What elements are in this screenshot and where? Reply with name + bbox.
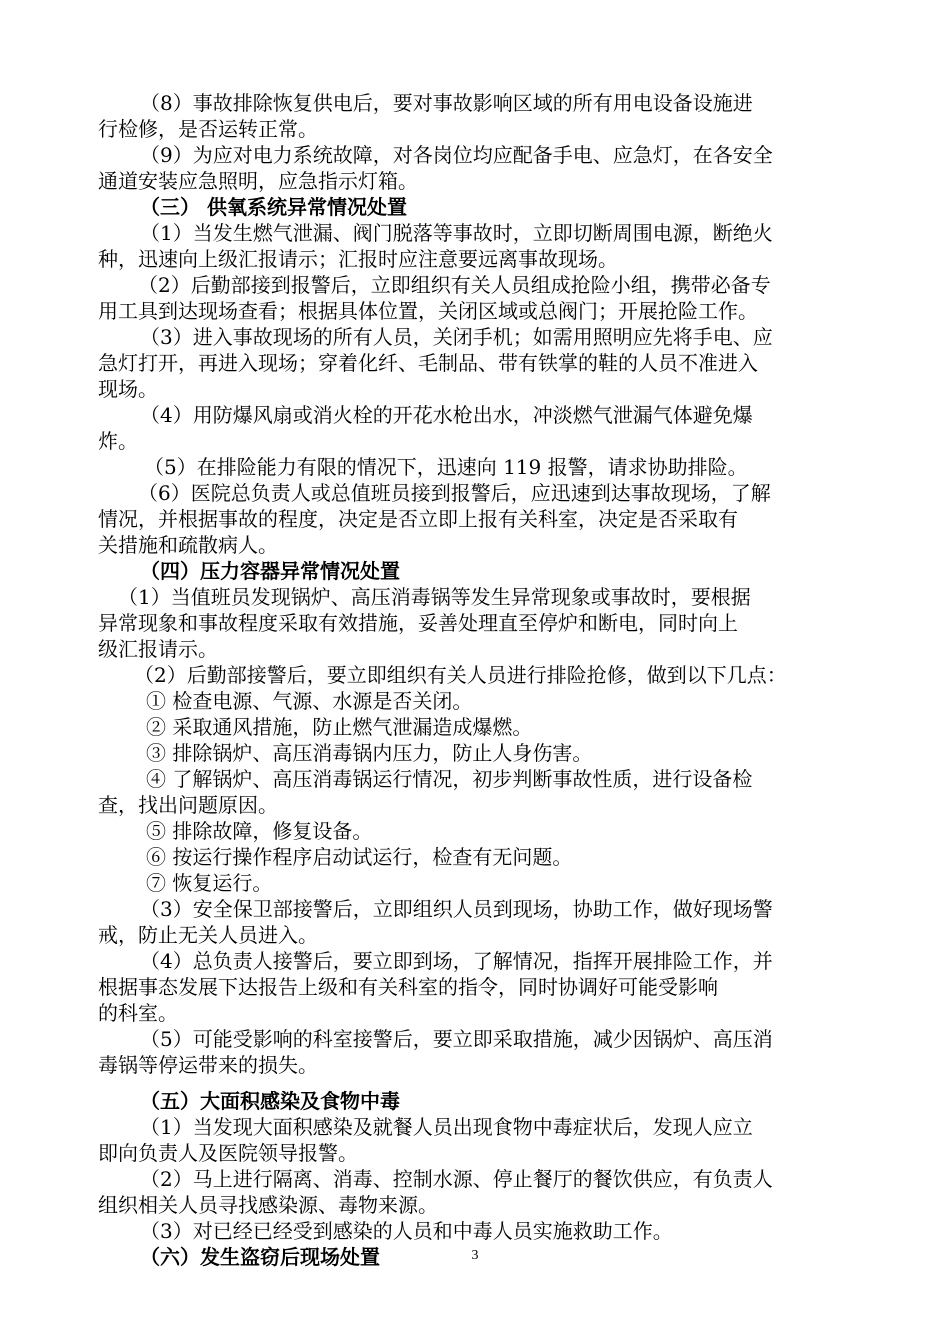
text-line: （2）马上进行隔离、消毒、控制水源、停止餐厅的餐饮供应，有负责人 xyxy=(140,1167,773,1191)
text-line: （4）总负责人接警后，要立即到场，了解情况，指挥开展排险工作，并 xyxy=(140,949,773,973)
text-line: 急灯打开，再进入现场；穿着化纤、毛制品、带有铁掌的鞋的人员不准进入 xyxy=(98,351,758,375)
document-body xyxy=(98,90,854,1270)
section-heading: （四）压力容器异常情况处置 xyxy=(140,559,400,583)
text-line: （5）可能受影响的科室接警后，要立即采取措施，减少因锅炉、高压消 xyxy=(140,1027,773,1051)
text-line: 关措施和疏散病人。 xyxy=(98,533,278,557)
text-line: 行检修，是否运转正常。 xyxy=(98,117,318,141)
list-item: ③ 排除锅炉、高压消毒锅内压力，防止人身伤害。 xyxy=(146,741,593,765)
section-heading: （六）发生盗窃后现场处置 xyxy=(140,1245,380,1269)
text-line: 异常现象和事故程度采取有效措施，妥善处理直至停炉和断电，同时向上 xyxy=(98,611,738,635)
text-line: 查，找出问题原因。 xyxy=(98,793,278,817)
text-line: 种，迅速向上级汇报请示；汇报时应注意要远离事故现场。 xyxy=(98,247,618,271)
list-item: ⑥ 按运行操作程序启动试运行，检查有无问题。 xyxy=(146,845,573,869)
text-line: （6）医院总负责人或总值班员接到报警后，应迅速到达事故现场，了解 xyxy=(138,481,771,505)
text-line: （8）事故排除恢复供电后，要对事故影响区域的所有用电设备设施进 xyxy=(140,91,753,115)
text-line: （3）对已经已经受到感染的人员和中毒人员实施救助工作。 xyxy=(140,1219,673,1243)
text-line: （4）用防爆风扇或消火栓的开花水枪出水，冲淡燃气泄漏气体避免爆 xyxy=(140,403,753,427)
text-line: 组织相关人员寻找感染源、毒物来源。 xyxy=(98,1193,438,1217)
text-line: （2）后勤部接到报警后，立即组织有关人员组成抢险小组，携带必备专 xyxy=(138,273,771,297)
text-line: 戒，防止无关人员进入。 xyxy=(98,923,318,947)
text-line: 炸。 xyxy=(98,429,138,453)
text-line: （9）为应对电力系统故障，对各岗位均应配备手电、应急灯，在各安全 xyxy=(140,143,773,167)
text-line: 情况，并根据事故的程度，决定是否立即上报有关科室，决定是否采取有 xyxy=(98,507,738,531)
text-line: 通道安装应急照明，应急指示灯箱。 xyxy=(98,169,418,193)
text-line: 现场。 xyxy=(98,377,158,401)
list-item: ⑦ 恢复运行。 xyxy=(146,871,273,895)
text-line: （3）进入事故现场的所有人员，关闭手机；如需用照明应先将手电、应 xyxy=(140,325,773,349)
text-line: （5）在排险能力有限的情况下，迅速向 119 报警，请求协助排险。 xyxy=(144,455,748,479)
text-line: （2）后勤部接警后，要立即组织有关人员进行排险抢修，做到以下几点： xyxy=(134,663,787,687)
text-line: 级汇报请示。 xyxy=(98,637,218,661)
list-item: ⑤ 排除故障，修复设备。 xyxy=(146,819,373,843)
text-line: 毒锅等停运带来的损失。 xyxy=(98,1053,318,1077)
text-line: （1）当值班员发现锅炉、高压消毒锅等发生异常现象或事故时，要根据 xyxy=(118,585,751,609)
text-line: 根据事态发展下达报告上级和有关科室的指令，同时协调好可能受影响 xyxy=(98,975,718,999)
page-number: 3 xyxy=(471,1248,479,1263)
section-heading: （三） 供氧系统异常情况处置 xyxy=(140,195,407,219)
text-line: （3）安全保卫部接警后，立即组织人员到现场，协助工作，做好现场警 xyxy=(140,897,773,921)
text-line: （1）当发生燃气泄漏、阀门脱落等事故时，立即切断周围电源，断绝火 xyxy=(140,221,773,245)
text-line: 的科室。 xyxy=(98,1001,178,1025)
list-item: ① 检查电源、气源、水源是否关闭。 xyxy=(146,689,473,713)
text-line: 用工具到达现场查看；根据具体位置，关闭区域或总阀门；开展抢险工作。 xyxy=(98,299,758,323)
section-heading: （五）大面积感染及食物中毒 xyxy=(140,1089,400,1113)
list-item: ④ 了解锅炉、高压消毒锅运行情况，初步判断事故性质，进行设备检 xyxy=(146,767,753,791)
list-item: ② 采取通风措施，防止燃气泄漏造成爆燃。 xyxy=(146,715,533,739)
text-line: 即向负责人及医院领导报警。 xyxy=(98,1141,358,1165)
text-line: （1）当发现大面积感染及就餐人员出现食物中毒症状后，发现人应立 xyxy=(140,1115,753,1139)
